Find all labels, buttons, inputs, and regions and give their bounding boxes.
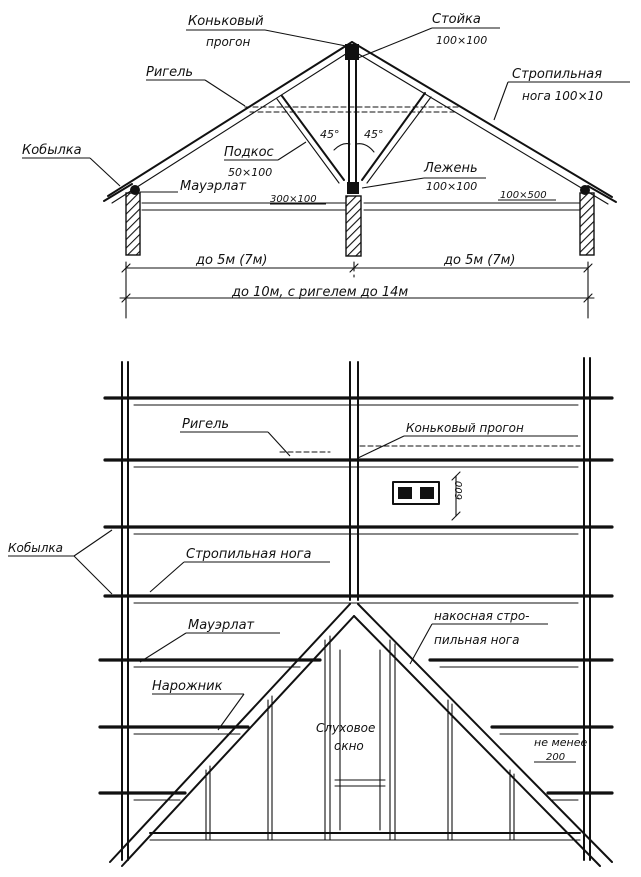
wall-plate-label: Мауэрлат <box>180 179 247 194</box>
ridge-purlin-label-line2: прогон <box>206 35 251 49</box>
wall-left <box>126 193 140 255</box>
wall-center <box>346 196 361 256</box>
plan-dormer-label-line1: Слуховое <box>316 721 376 735</box>
angle-label-left: 45° <box>320 128 340 141</box>
plan-rafter-tail-label: Кобылка <box>8 541 64 555</box>
rafter-leg-label-line2: нога 100×10 <box>522 89 603 103</box>
truss-section <box>22 12 630 318</box>
ridge-purlin-block <box>345 44 359 60</box>
plan-valley-rafter-label-line1: накосная стро- <box>434 609 530 623</box>
plan-eave <box>150 833 580 840</box>
angle-arc-right <box>356 144 374 152</box>
post-label-line2: 100×100 <box>436 34 488 47</box>
collar-tie-label: Ригель <box>146 65 194 80</box>
plan-min-spacing-label: не менее <box>534 736 588 749</box>
ridge-purlin-label-line1: Коньковый <box>188 14 264 29</box>
plan-dormer-label-line2: окно <box>334 739 364 753</box>
vent-detail <box>393 472 460 520</box>
wall-right <box>580 193 594 255</box>
strut-label-line2: 50×100 <box>228 166 273 179</box>
tie-beam-right <box>364 203 580 210</box>
span-total-label: до 10м, с ригелем до 14м <box>232 285 409 300</box>
strut-label-line1: Подкос <box>224 145 274 160</box>
sole-plate-label-line1: Лежень <box>424 161 478 176</box>
span-right-label: до 5м (7м) <box>444 253 516 268</box>
post-label-line1: Стойка <box>432 12 481 27</box>
plan-dimension-600: 600 <box>454 480 465 500</box>
span-left-label: до 5м (7м) <box>196 253 268 268</box>
plan-valley-rafter-label-line2: пильная нога <box>434 633 520 647</box>
plan-rafter-leg-label: Стропильная нога <box>186 547 312 562</box>
plan-wall-plate-label: Мауэрлат <box>188 618 255 633</box>
valley-rafter-left <box>110 604 354 866</box>
wall-plate-left <box>130 185 140 195</box>
tie-size-label: 100×500 <box>500 190 547 201</box>
plan-ridge-purlin-label: Коньковый прогон <box>406 421 524 435</box>
rafter-leg-label-line1: Стропильная <box>512 67 603 82</box>
plan-min-spacing-value: 200 <box>546 752 566 763</box>
roof-plan <box>8 358 612 866</box>
wall-plate-size-label: 300×100 <box>270 194 317 205</box>
angle-label-right: 45° <box>364 128 384 141</box>
plan-collar-tie-label: Ригель <box>182 417 230 432</box>
sole-plate-label-line2: 100×100 <box>426 180 478 193</box>
leader-lines-section <box>22 28 630 204</box>
angle-arc-left <box>334 144 350 150</box>
plan-trimmer-label: Нарожник <box>152 679 223 694</box>
rafter-tail-label: Кобылка <box>22 143 82 158</box>
central-post <box>347 60 359 194</box>
